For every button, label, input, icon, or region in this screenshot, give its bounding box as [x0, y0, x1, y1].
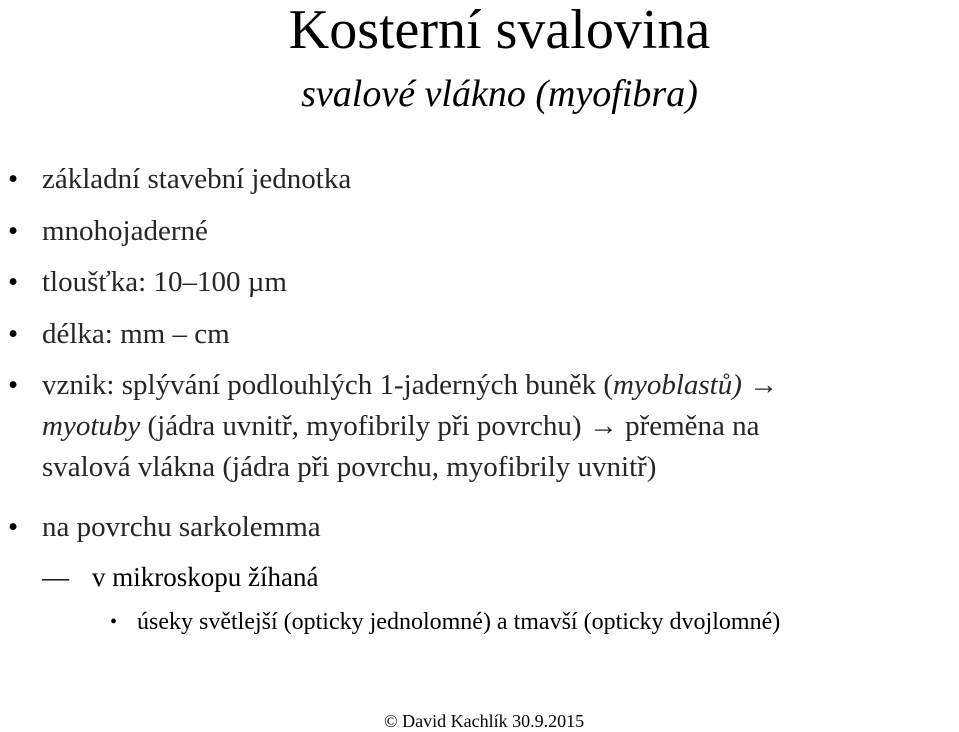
bullet-item-vznik: [8, 365, 779, 488]
vznik-text: vznik: splývání podlouhlých 1-jaderných buněk (: [42, 369, 614, 401]
bullet-marker: •: [8, 369, 19, 401]
slide-subtitle: svalové vlákno (myofibra): [301, 73, 698, 115]
bullet-item: [8, 314, 230, 355]
sub-sub-bullet-item: [110, 606, 781, 638]
vznik-line-2: [42, 406, 778, 447]
bullet-text: na povrchu sarkolemma: [42, 511, 321, 543]
bullet-marker: •: [8, 511, 19, 543]
vznik-text: (jádra uvnitř, myofibrily při povrchu) → přeměna na: [140, 410, 760, 442]
bullet-text: délka: mm – cm: [42, 318, 230, 350]
myotuby-term: myotuby: [42, 410, 141, 442]
footer-copyright: © David Kachlík 30.9.2015: [384, 711, 585, 731]
bullet-marker: •: [8, 215, 19, 247]
bullet-marker: •: [8, 266, 19, 298]
bullet-item: [8, 507, 321, 548]
myoblasty-term: myoblastů): [613, 369, 742, 401]
sub-bullet-text: v mikroskopu žíhaná: [92, 562, 319, 592]
bullet-marker: •: [8, 163, 19, 195]
sub-bullet-item: [42, 559, 319, 595]
arrow-text: →: [741, 369, 779, 401]
bullet-item: [8, 262, 287, 303]
bullet-item: [8, 159, 352, 200]
bullet-marker: •: [110, 611, 118, 633]
bullet-text: základní stavební jednotka: [42, 163, 352, 195]
dash-marker: —: [42, 562, 69, 592]
bullet-marker: •: [8, 318, 19, 350]
vznik-line-1: [42, 365, 778, 406]
vznik-line-3: svalová vlákna (jádra při povrchu, myofibrily uvnitř): [42, 451, 657, 483]
bullet-item: [8, 211, 208, 252]
bullet-text: mnohojaderné: [42, 215, 208, 247]
slide-title: Kosterní svalovina: [288, 0, 711, 61]
bullet-text: tloušťka: 10–100 µm: [42, 266, 287, 298]
sub-sub-bullet-text: úseky světlejší (opticky jednolomné) a tmavší (opticky dvojlomné): [137, 609, 781, 635]
